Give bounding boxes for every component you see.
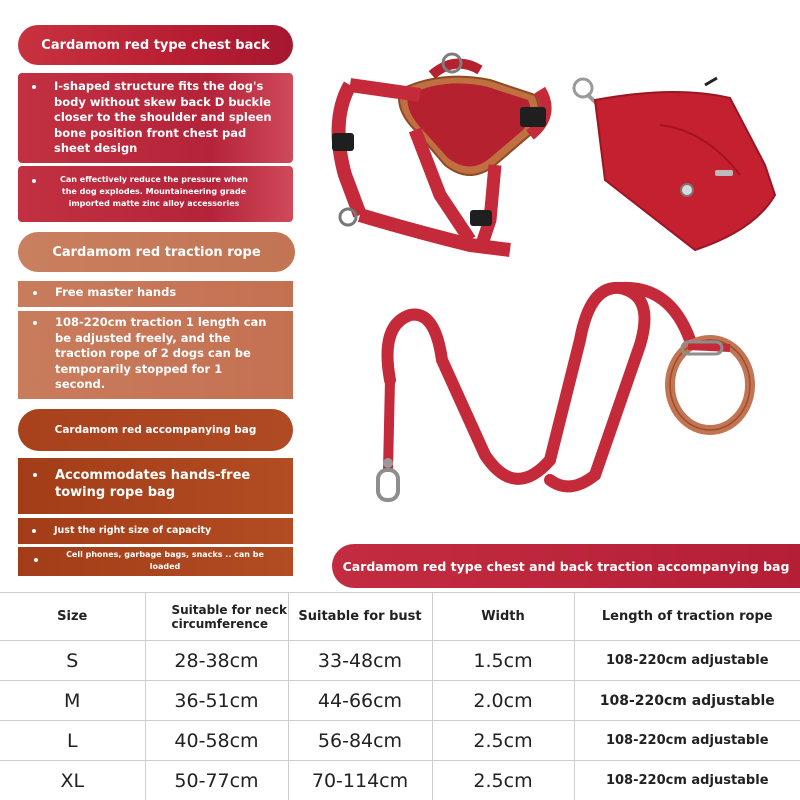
traction-rope-feature-2: 108-220cm traction 1 length can be adjusted freely, and the traction rope of 2 dogs can be temporarily stopped for 1 second. bbox=[55, 315, 267, 393]
bag-image bbox=[565, 70, 780, 265]
cell-rope-length: 108-220cm adjustable bbox=[574, 681, 800, 721]
chest-back-feature-1: I-shaped structure fits the dog's body without skew back D buckle closer to the shoulder and spleen bone position front chest pad sheet design bbox=[54, 79, 279, 157]
cell-size: M bbox=[0, 681, 145, 721]
header-width: Width bbox=[432, 593, 574, 641]
bullet-dot-icon bbox=[33, 291, 37, 295]
traction-rope-title-text: Cardamom red traction rope bbox=[52, 244, 261, 260]
cell-neck: 40-58cm bbox=[145, 721, 288, 761]
bullet-dot-icon bbox=[32, 179, 36, 183]
cell-size: S bbox=[0, 641, 145, 681]
cell-width: 2.5cm bbox=[432, 721, 574, 761]
cell-rope-length: 108-220cm adjustable bbox=[574, 761, 800, 800]
harness-image bbox=[320, 45, 580, 265]
cell-size: XL bbox=[0, 761, 145, 800]
bullet-dot-icon bbox=[33, 473, 37, 477]
traction-rope-feature-1: Free master hands bbox=[55, 285, 280, 300]
traction-rope-title bbox=[18, 232, 295, 272]
traction-rope-feature-band-1 bbox=[18, 281, 293, 307]
bag-feature-3: Cell phones, garbage bags, snacks .. can be loaded bbox=[54, 549, 276, 573]
cell-rope-length: 108-220cm adjustable bbox=[574, 721, 800, 761]
cell-bust: 70-114cm bbox=[288, 761, 432, 800]
chest-back-feature-band-1 bbox=[18, 73, 293, 163]
chest-back-feature-band-2 bbox=[18, 166, 293, 222]
bag-feature-band-1 bbox=[18, 458, 293, 514]
set-caption bbox=[332, 544, 800, 588]
table-row bbox=[0, 641, 800, 681]
chest-back-title bbox=[18, 25, 293, 65]
table-row bbox=[0, 721, 800, 761]
size-table bbox=[0, 592, 800, 800]
bag-feature-1: Accommodates hands-free towing rope bag bbox=[55, 467, 255, 501]
table-row bbox=[0, 681, 800, 721]
cell-width: 2.0cm bbox=[432, 681, 574, 721]
header-bust: Suitable for bust bbox=[288, 593, 432, 641]
bag-feature-band-3 bbox=[18, 547, 293, 576]
bag-feature-2: Just the right size of capacity bbox=[54, 523, 279, 538]
chest-back-feature-2: Can effectively reduce the pressure when the dog explodes. Mountaineering grade imported matte zinc alloy accessories bbox=[56, 174, 252, 210]
header-rope-length: Length of traction rope bbox=[574, 593, 800, 641]
bullet-dot-icon bbox=[32, 85, 36, 89]
header-neck: Suitable for neck circumference bbox=[145, 593, 288, 641]
cell-neck: 28-38cm bbox=[145, 641, 288, 681]
set-caption-text: Cardamom red type chest and back traction accompanying bag bbox=[342, 558, 790, 574]
cell-bust: 33-48cm bbox=[288, 641, 432, 681]
bullet-dot-icon bbox=[34, 558, 38, 562]
table-row bbox=[0, 761, 800, 800]
cell-width: 1.5cm bbox=[432, 641, 574, 681]
bullet-dot-icon bbox=[33, 321, 37, 325]
bag-title bbox=[18, 409, 293, 451]
bag-feature-band-2 bbox=[18, 518, 293, 544]
cell-bust: 56-84cm bbox=[288, 721, 432, 761]
cell-width: 2.5cm bbox=[432, 761, 574, 800]
cell-bust: 44-66cm bbox=[288, 681, 432, 721]
cell-size: L bbox=[0, 721, 145, 761]
cell-rope-length: 108-220cm adjustable bbox=[574, 641, 800, 681]
bullet-dot-icon bbox=[32, 529, 36, 533]
size-table-header-row bbox=[0, 593, 800, 641]
traction-rope-image bbox=[370, 280, 770, 520]
bag-title-text: Cardamom red accompanying bag bbox=[54, 424, 257, 436]
traction-rope-feature-band-2 bbox=[18, 311, 293, 399]
header-size: Size bbox=[0, 593, 145, 641]
cell-neck: 50-77cm bbox=[145, 761, 288, 800]
chest-back-title-text: Cardamom red type chest back bbox=[41, 37, 270, 53]
cell-neck: 36-51cm bbox=[145, 681, 288, 721]
